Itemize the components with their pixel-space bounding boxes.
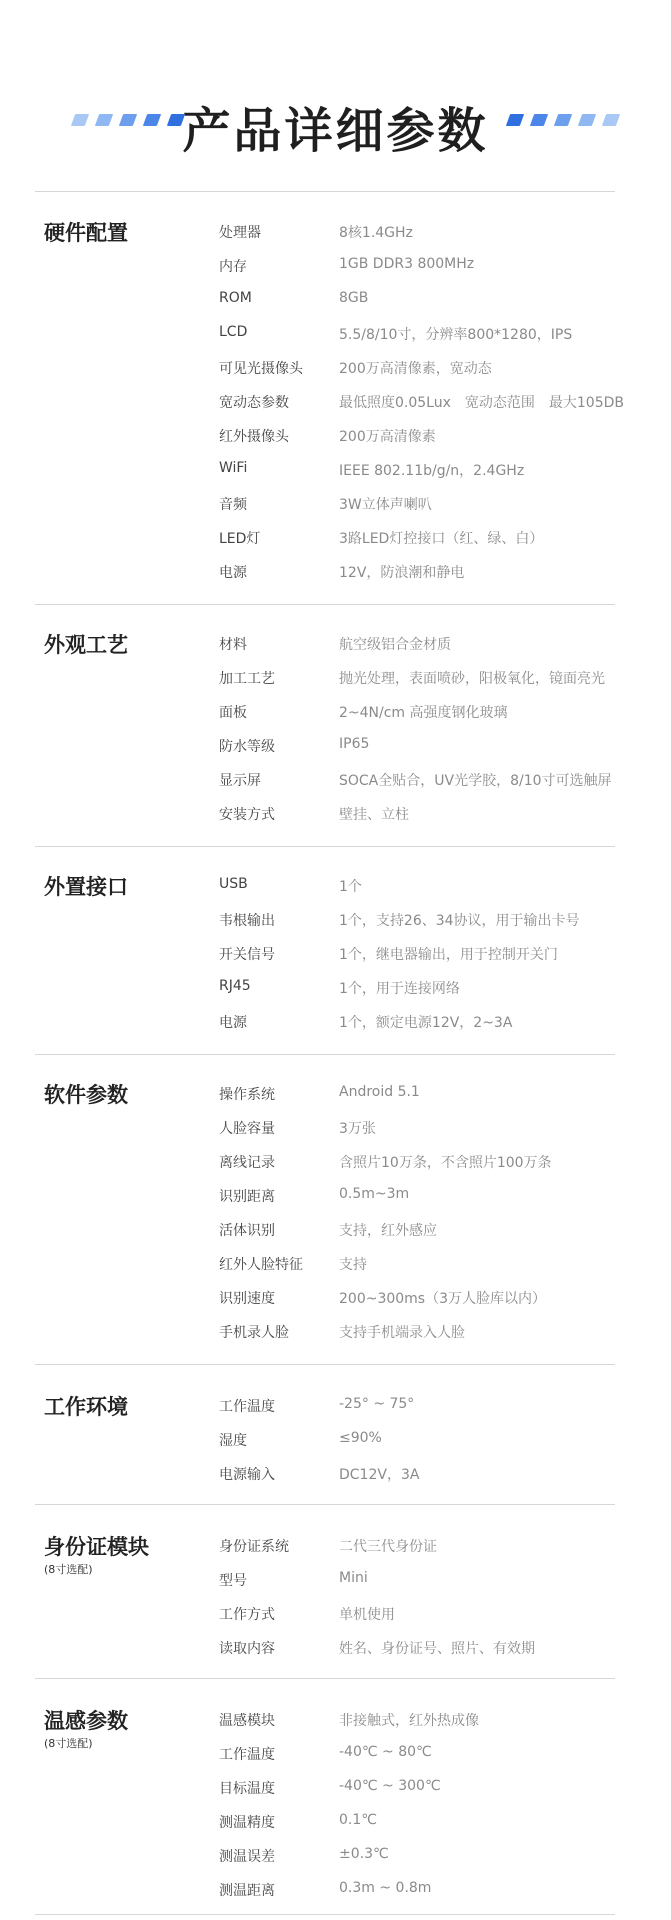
spec-label: 工作方式 <box>219 1607 275 1623</box>
spec-label: 操作系统 <box>219 1087 275 1103</box>
spec-row <box>0 1710 671 1744</box>
spec-value: 8核1.4GHz <box>339 225 413 241</box>
spec-row <box>0 1812 671 1846</box>
spec-value: 0.3m ~ 0.8m <box>339 1880 432 1896</box>
spec-value: 1个，用于连接网络 <box>339 981 460 997</box>
spec-value: 8GB <box>339 290 369 306</box>
section-divider <box>35 1914 615 1915</box>
section-note: (8寸选配) <box>44 1563 93 1576</box>
spec-row <box>0 256 671 290</box>
spec-label: 面板 <box>219 705 247 721</box>
spec-row <box>0 222 671 256</box>
spec-label: ROM <box>219 290 252 306</box>
spec-label: 温感模块 <box>219 1713 275 1729</box>
spec-row <box>0 736 671 770</box>
spec-value: Mini <box>339 1570 368 1586</box>
spec-value: -25° ~ 75° <box>339 1396 415 1412</box>
stripe-bar <box>602 114 620 126</box>
spec-row <box>0 804 671 838</box>
spec-row <box>0 978 671 1012</box>
spec-row <box>0 494 671 528</box>
spec-value: ≤90% <box>339 1430 382 1446</box>
section-divider <box>35 846 615 847</box>
spec-label: 型号 <box>219 1573 247 1589</box>
spec-value: 支持，红外感应 <box>339 1223 437 1239</box>
spec-value: 3路LED灯控接口（红、绿、白） <box>339 531 544 547</box>
spec-value: 0.5m~3m <box>339 1186 410 1202</box>
spec-label: 电源 <box>219 565 247 581</box>
spec-row <box>0 1778 671 1812</box>
spec-value: 2~4N/cm 高强度钢化玻璃 <box>339 705 508 721</box>
spec-row <box>0 876 671 910</box>
spec-value: 1个 <box>339 879 362 895</box>
spec-value: 3万张 <box>339 1121 376 1137</box>
spec-label: 识别距离 <box>219 1189 275 1205</box>
spec-label: 韦根输出 <box>219 913 275 929</box>
spec-label: USB <box>219 876 248 892</box>
spec-label: 工作温度 <box>219 1747 275 1763</box>
section-title: 外观工艺 <box>44 633 128 657</box>
stripe-bar <box>506 114 524 126</box>
spec-row <box>0 1396 671 1430</box>
spec-label: 测温距离 <box>219 1883 275 1899</box>
spec-label: 内存 <box>219 259 247 275</box>
spec-label: 音频 <box>219 497 247 513</box>
spec-label: 电源输入 <box>219 1467 275 1483</box>
spec-value: 200万高清像素 <box>339 429 436 445</box>
spec-row <box>0 290 671 324</box>
spec-row <box>0 1570 671 1604</box>
spec-label: 测温误差 <box>219 1849 275 1865</box>
spec-row <box>0 1638 671 1672</box>
spec-row <box>0 1012 671 1046</box>
spec-row <box>0 944 671 978</box>
spec-value: 3W立体声喇叭 <box>339 497 432 513</box>
spec-label: 防水等级 <box>219 739 275 755</box>
spec-label: 安装方式 <box>219 807 275 823</box>
section-title: 外置接口 <box>44 875 128 899</box>
spec-value: IP65 <box>339 736 370 752</box>
spec-row <box>0 426 671 460</box>
stripe-bar <box>554 114 572 126</box>
spec-label: WiFi <box>219 460 248 476</box>
spec-label: 红外人脸特征 <box>219 1257 303 1273</box>
spec-row <box>0 1254 671 1288</box>
spec-row <box>0 460 671 494</box>
spec-row <box>0 634 671 668</box>
page-header <box>0 88 671 158</box>
page-title: 产品详细参数 <box>182 103 489 159</box>
spec-value: IEEE 802.11b/g/n，2.4GHz <box>339 463 525 479</box>
spec-row <box>0 392 671 426</box>
spec-label: 可见光摄像头 <box>219 361 303 377</box>
spec-value: -40℃ ~ 300℃ <box>339 1778 441 1794</box>
spec-value: 姓名、身份证号、照片、有效期 <box>339 1641 535 1657</box>
spec-label: 工作温度 <box>219 1399 275 1415</box>
section-divider <box>35 1054 615 1055</box>
section-title: 软件参数 <box>44 1083 128 1107</box>
right-stripe-decoration <box>508 114 618 126</box>
spec-label: 身份证系统 <box>219 1539 289 1555</box>
spec-row <box>0 1186 671 1220</box>
section-divider <box>35 604 615 605</box>
spec-row <box>0 1744 671 1778</box>
spec-value: 0.1℃ <box>339 1812 377 1828</box>
spec-value: 二代三代身份证 <box>339 1539 437 1555</box>
spec-value: 抛光处理，表面喷砂，阳极氧化，镜面亮光 <box>339 671 605 687</box>
spec-value: 1个，额定电源12V，2~3A <box>339 1015 513 1031</box>
spec-label: 加工工艺 <box>219 671 275 687</box>
spec-label: LED灯 <box>219 531 261 547</box>
spec-label: 显示屏 <box>219 773 261 789</box>
spec-value: Android 5.1 <box>339 1084 420 1100</box>
spec-value: 5.5/8/10寸，分辨率800*1280，IPS <box>339 327 573 343</box>
spec-row <box>0 1880 671 1914</box>
section-note: (8寸选配) <box>44 1737 93 1750</box>
section-divider <box>35 1364 615 1365</box>
spec-row <box>0 702 671 736</box>
spec-row <box>0 770 671 804</box>
spec-label: 开关信号 <box>219 947 275 963</box>
spec-value: 1GB DDR3 800MHz <box>339 256 475 272</box>
spec-label: 人脸容量 <box>219 1121 275 1137</box>
spec-value: 含照片10万条，不含照片100万条 <box>339 1155 552 1171</box>
spec-row <box>0 1430 671 1464</box>
section-divider <box>35 1678 615 1679</box>
spec-value: 200~300ms（3万人脸库以内） <box>339 1291 547 1307</box>
stripe-bar <box>578 114 596 126</box>
spec-value: -40℃ ~ 80℃ <box>339 1744 432 1760</box>
spec-value: SOCA全贴合，UV光学胶，8/10寸可选触屏 <box>339 773 612 789</box>
spec-row <box>0 1152 671 1186</box>
spec-label: 手机录人脸 <box>219 1325 289 1341</box>
section-divider <box>35 1504 615 1505</box>
spec-row <box>0 1846 671 1880</box>
spec-value: 200万高清像素，宽动态 <box>339 361 492 377</box>
spec-row <box>0 358 671 392</box>
spec-row <box>0 1220 671 1254</box>
spec-row <box>0 1084 671 1118</box>
spec-value: 12V，防浪潮和静电 <box>339 565 465 581</box>
section-title: 工作环境 <box>44 1395 128 1419</box>
spec-row <box>0 1464 671 1498</box>
section-title: 温感参数 <box>44 1709 128 1733</box>
spec-value: 非接触式，红外热成像 <box>339 1713 479 1729</box>
spec-label: 活体识别 <box>219 1223 275 1239</box>
spec-value: 支持 <box>339 1257 367 1273</box>
spec-label: RJ45 <box>219 978 251 994</box>
spec-label: 识别速度 <box>219 1291 275 1307</box>
spec-value: 1个，支持26、34协议，用于输出卡号 <box>339 913 580 929</box>
spec-value: 1个，继电器输出，用于控制开关门 <box>339 947 558 963</box>
spec-value: 最低照度0.05Lux 宽动态范围 最大105DB <box>339 395 624 411</box>
spec-row <box>0 1322 671 1356</box>
section-divider <box>35 191 615 192</box>
spec-label: 测温精度 <box>219 1815 275 1831</box>
spec-label: 离线记录 <box>219 1155 275 1171</box>
spec-value: 单机使用 <box>339 1607 395 1623</box>
spec-row <box>0 1536 671 1570</box>
spec-value: ±0.3℃ <box>339 1846 389 1862</box>
spec-row <box>0 1604 671 1638</box>
spec-row <box>0 528 671 562</box>
spec-value: DC12V，3A <box>339 1467 420 1483</box>
spec-row <box>0 910 671 944</box>
section-title: 身份证模块 <box>44 1535 149 1559</box>
spec-value: 航空级铝合金材质 <box>339 637 451 653</box>
spec-row <box>0 1118 671 1152</box>
spec-label: 目标温度 <box>219 1781 275 1797</box>
spec-row <box>0 324 671 358</box>
spec-label: 读取内容 <box>219 1641 275 1657</box>
stripe-bar <box>530 114 548 126</box>
spec-value: 壁挂、立柱 <box>339 807 409 823</box>
section-title: 硬件配置 <box>44 221 128 245</box>
spec-row <box>0 562 671 596</box>
spec-label: LCD <box>219 324 248 340</box>
spec-label: 湿度 <box>219 1433 247 1449</box>
spec-label: 材料 <box>219 637 247 653</box>
spec-label: 处理器 <box>219 225 261 241</box>
spec-label: 宽动态参数 <box>219 395 289 411</box>
spec-row <box>0 1288 671 1322</box>
spec-value: 支持手机端录入人脸 <box>339 1325 465 1341</box>
spec-row <box>0 668 671 702</box>
spec-label: 红外摄像头 <box>219 429 289 445</box>
spec-label: 电源 <box>219 1015 247 1031</box>
